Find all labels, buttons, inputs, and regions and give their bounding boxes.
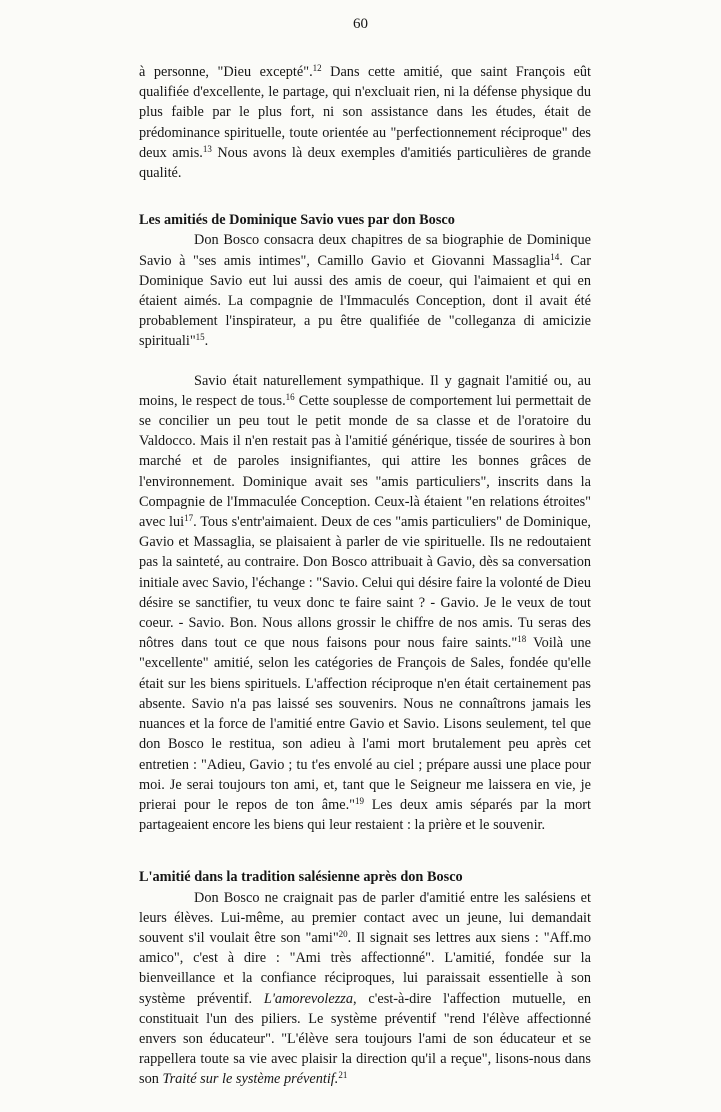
paragraph-1: [139, 62, 591, 183]
footnote-ref-20: 20: [338, 928, 348, 939]
text-run: Nous avons là deux exemples d'amitiés particulières de grande qualité.: [139, 144, 591, 182]
text-run: . Tous s'entr'aimaient. Deux de ces "amis particuliers" de Dominique, Gavio et Massaglia, se plaisaient à parler de vie spirituelle. Ils ne redoutaient pas la sainteté, au contraire. Don Bosco attribuait à Gavio, dès sa conversation initiale avec Savio, l'échange : "Savio. Celui qui désire faire la volonté de Dieu désire se sanctifier, tu veux donc te faire saint ? - Gavio. Je le veux de tout coeur. - Savio. Bon. Nous allons grossir le chiffre de nos amis. Tu seras des nôtres dans tout ce que nous faisons pour nous faire saints.": [139, 514, 591, 652]
spacer: [139, 835, 591, 867]
spacer: [139, 352, 591, 371]
text-run: à personne, "Dieu excepté".: [139, 64, 313, 80]
italic-title: Traité sur le système préventif.: [162, 1071, 339, 1088]
text-run: Cette souplesse de comportement lui permettait de se concilier un peu tout le petit monde de sa classe et de l'oratoire du Valdocco. Mais il n'en restait pas à l'amitié générique, tissée de sourires à bon marché et de paroles insignifiantes, qui attire les bonnes grâces de l'environnement. Dominique avait ses "amis particuliers", inscrits dans la Compagnie de l'Immaculée Conception. Ceux-là étaient "en relations étroites" avec lui: [139, 392, 592, 531]
footnote-ref-17: 17: [184, 513, 194, 524]
paragraph-2: [139, 230, 591, 351]
footnote-ref-19: 19: [355, 795, 364, 806]
text-run: . Il signait ses lettres aux siens : "Aff.mo amico", c'est à dire : "Ami très affectionné". L'amitié, fondée sur la bienveillance et la confiance réciproques, lui paraissait essentielle à son système préventif.: [139, 929, 591, 1007]
text-run: , c'est-à-dire l'affection mutuelle, en constituait l'un des piliers. Le système préventif "rend l'élève affectionné envers son éducateur". "L'élève sera toujours l'ami de son éducateur et se rappellera toute sa vie avec plaisir la direction qu'il a reçue", lisons-nous dans son: [139, 990, 591, 1088]
text-run: Don Bosco consacra deux chapitres de sa biographie de Dominique Savio à "ses amis intimes", Camillo Gavio et Giovanni Massaglia: [139, 232, 591, 269]
footnote-ref-21: 21: [338, 1070, 348, 1081]
text-run: Voilà une "excellente" amitié, selon les catégories de François de Sales, fondée qu'elle était sur les biens spirituels. L'affection réciproque n'en était certainement pas absente. Savio n'a pas laissé ses souvenirs. Nous ne connaîtrons jamais les nuances et la force de l'amitié entre Gavio et Savio. Lisons seulement, tel que don Bosco le restitua, son adieu à l'ami mort brutalement peu après cet entretien : "Adieu, Gavio ; tu t'es envolé au ciel ; prépare aussi une place pour moi. Je serai toujours ton ami, et, tant que le Seigneur me laissera en vie, je prierai pour le repos de ton âme.": [139, 635, 592, 813]
footnote-ref-18: 18: [517, 634, 527, 645]
page-body: [139, 62, 591, 1090]
footnote-ref-15: 15: [195, 332, 205, 343]
section-heading-tradition: L'amitié dans la tradition salésienne après don Bosco: [139, 869, 463, 886]
text-run: . Car Dominique Savio eut lui aussi des amis de coeur, qui l'aimaient et qui en étaient aimés. La compagnie de l'Immaculés Conception, dont il avait été probablement l'inspirateur, a pu être qualifiée de "colleganza di amicizie spirituali": [139, 252, 591, 350]
spacer: [139, 183, 591, 210]
italic-term: L'amorevolezza: [263, 990, 354, 1007]
footnote-ref-13: 13: [202, 143, 212, 154]
text-run: Don Bosco ne craignait pas de parler d'amitié entre les salésiens et leurs élèves. Lui-même, au premier contact avec un jeune, lui demandait souvent s'il voulait être son "ami": [139, 889, 591, 946]
paragraph-4: [139, 888, 591, 1090]
footnote-ref-14: 14: [550, 251, 560, 262]
page-number: 60: [353, 16, 368, 32]
text-run: Savio était naturellement sympathique. Il y gagnait l'amitié ou, au moins, le respect de tous.: [139, 372, 591, 409]
text-run: Dans cette amitié, que saint François eût qualifiée d'excellente, le partage, qui n'excluait rien, ni la défense physique du plus faible par le plus fort, ni son assistance dans les études, était de prédominance spirituelle, toute orientée au "perfectionnement réciproque" des deux amis.: [139, 64, 591, 161]
paragraph-3: [139, 371, 591, 836]
footnote-ref-12: 12: [312, 63, 322, 73]
text-run: Les deux amis séparés par la mort partageaient encore les biens qui leur restaient : la prière et le souvenir.: [139, 796, 591, 834]
section-heading-savio: Les amitiés de Dominique Savio vues par don Bosco: [139, 212, 455, 229]
text-run: .: [204, 333, 209, 350]
footnote-ref-16: 16: [285, 391, 295, 402]
